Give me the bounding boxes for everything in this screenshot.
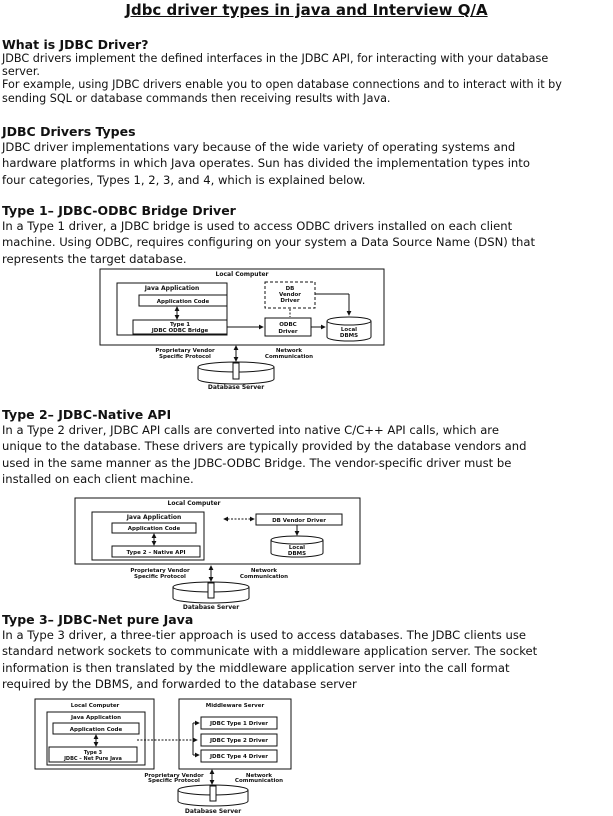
local-computer-label: Local Computer xyxy=(167,500,221,507)
section-heading-type3: Type 3– JDBC-Net pure Java xyxy=(2,612,194,627)
db-vendor-line3: Driver xyxy=(280,298,300,304)
paragraph-what-is-jdbc-driver xyxy=(2,52,562,105)
jdbc-type4-driver-label: JDBC Type 4 Driver xyxy=(210,754,268,760)
protocol-line1: Proprietary Vendor xyxy=(144,773,204,779)
paragraph-line: information is then translated by the middleware application server into the call format xyxy=(2,660,510,675)
jdbc-type1-driver-label: JDBC Type 1 Driver xyxy=(210,721,268,727)
paragraph-line: four categories, Types 1, 2, 3, and 4, which is explained below. xyxy=(2,172,366,187)
paragraph-line: sending SQL or database commands then receiving results with Java. xyxy=(2,91,391,105)
paragraph-line: In a Type 3 driver, a three-tier approach is used to access databases. The JDBC clients use xyxy=(2,628,526,642)
paragraph-line: In a Type 1 driver, a JDBC bridge is used to access ODBC drivers installed on each client xyxy=(2,219,513,233)
local-computer-label: Local Computer xyxy=(70,703,120,709)
database-server-label: Database Server xyxy=(207,384,265,391)
type3-architecture-diagram xyxy=(33,697,293,816)
odbc-driver-label: Driver xyxy=(278,329,298,335)
protocol-line2: Specific Protocol xyxy=(148,778,200,784)
db-vendor-line1: DB xyxy=(285,286,295,292)
paragraph-line: machine. Using ODBC, requires configuring on your system a Data Source Name (DSN) that xyxy=(2,235,536,250)
section-heading-drivers-types: JDBC Drivers Types xyxy=(2,124,136,139)
network-line2: Communication xyxy=(234,778,284,784)
paragraph-line: used in the same manner as the JDBC-ODBC Bridge. The vendor-specific driver must be xyxy=(2,455,512,470)
paragraph-line: unique to the database. These drivers are typically provided by the database vendors and xyxy=(2,439,527,454)
java-application-label: Java Application xyxy=(144,285,200,292)
type3-label: Type 3 xyxy=(83,750,103,756)
type1-architecture-diagram xyxy=(99,267,385,393)
type1-label: Type 1 xyxy=(169,322,191,328)
paragraph-line: represents the target database. xyxy=(2,251,187,266)
paragraph-type1 xyxy=(2,218,535,267)
section-heading-type1: Type 1– JDBC-ODBC Bridge Driver xyxy=(2,203,236,218)
network-line2: Communication xyxy=(239,574,289,580)
network-line1: Network xyxy=(250,568,278,574)
java-application-label: Java Application xyxy=(70,715,122,721)
local-dbms-line1: Local xyxy=(288,545,306,551)
paragraph-type2 xyxy=(2,422,526,487)
database-server-label: Database Server xyxy=(184,808,242,815)
net-pure-java-label: JDBC – Net Pure Java xyxy=(64,756,122,762)
local-computer-label: Local Computer xyxy=(215,271,269,278)
local-dbms-line2: DBMS xyxy=(339,333,359,339)
java-application-label: Java Application xyxy=(126,514,182,521)
middleware-server-label: Middleware Server xyxy=(205,703,265,709)
odbc-label: ODBC xyxy=(279,322,297,328)
db-vendor-line2: Vendor xyxy=(278,292,302,298)
database-server-label: Database Server xyxy=(182,604,240,611)
paragraph-line: JDBC drivers implement the defined interfaces in the JDBC API, for interacting with your database xyxy=(2,52,549,65)
network-line2: Communication xyxy=(264,354,314,360)
paragraph-drivers-types xyxy=(2,139,530,188)
paragraph-line: hardware platforms in which Java operates. Sun has divided the implementation types into xyxy=(2,156,530,171)
section-heading-type2: Type 2– JDBC-Native API xyxy=(2,407,172,422)
db-vendor-driver-label: DB Vendor Driver xyxy=(272,518,326,524)
paragraph-line: required by the DBMS, and forwarded to the database server xyxy=(2,676,357,691)
protocol-line2: Specific Protocol xyxy=(134,574,186,580)
application-code-label: Application Code xyxy=(156,299,210,305)
page-title: Jdbc driver types in java and Interview Q/A xyxy=(125,1,488,19)
section-heading-what-is-jdbc-driver: What is JDBC Driver? xyxy=(2,37,149,52)
type2-architecture-diagram xyxy=(74,496,362,612)
local-dbms-line1: Local xyxy=(340,327,358,333)
protocol-line1: Proprietary Vendor xyxy=(155,348,215,354)
jdbc-type2-driver-label: JDBC Type 2 Driver xyxy=(210,738,268,744)
paragraph-line: For example, using JDBC drivers enable you to open database connections and to interact with it by xyxy=(2,78,562,92)
paragraph-line: JDBC driver implementations vary because of the wide variety of operating systems and xyxy=(2,140,516,154)
application-code-label: Application Code xyxy=(69,727,123,733)
paragraph-line: server. xyxy=(2,65,40,79)
paragraph-type3 xyxy=(2,627,537,692)
native-api-label: Type 2 – Native API xyxy=(126,550,186,556)
network-line1: Network xyxy=(245,773,273,779)
paragraph-line: standard network sockets to communicate with a middleware application server. The socket xyxy=(2,644,538,659)
network-line1: Network xyxy=(275,348,303,354)
jdbc-odbc-bridge-label: JDBC ODBC Bridge xyxy=(151,328,209,334)
paragraph-line: In a Type 2 driver, JDBC API calls are converted into native C/C++ API calls, which are xyxy=(2,423,499,437)
application-code-label: Application Code xyxy=(127,526,181,532)
paragraph-line: installed on each client machine. xyxy=(2,471,194,486)
protocol-line2: Specific Protocol xyxy=(159,354,211,360)
local-dbms-line2: DBMS xyxy=(287,551,307,557)
local-computer-box xyxy=(75,498,360,564)
protocol-line1: Proprietary Vendor xyxy=(130,568,190,574)
